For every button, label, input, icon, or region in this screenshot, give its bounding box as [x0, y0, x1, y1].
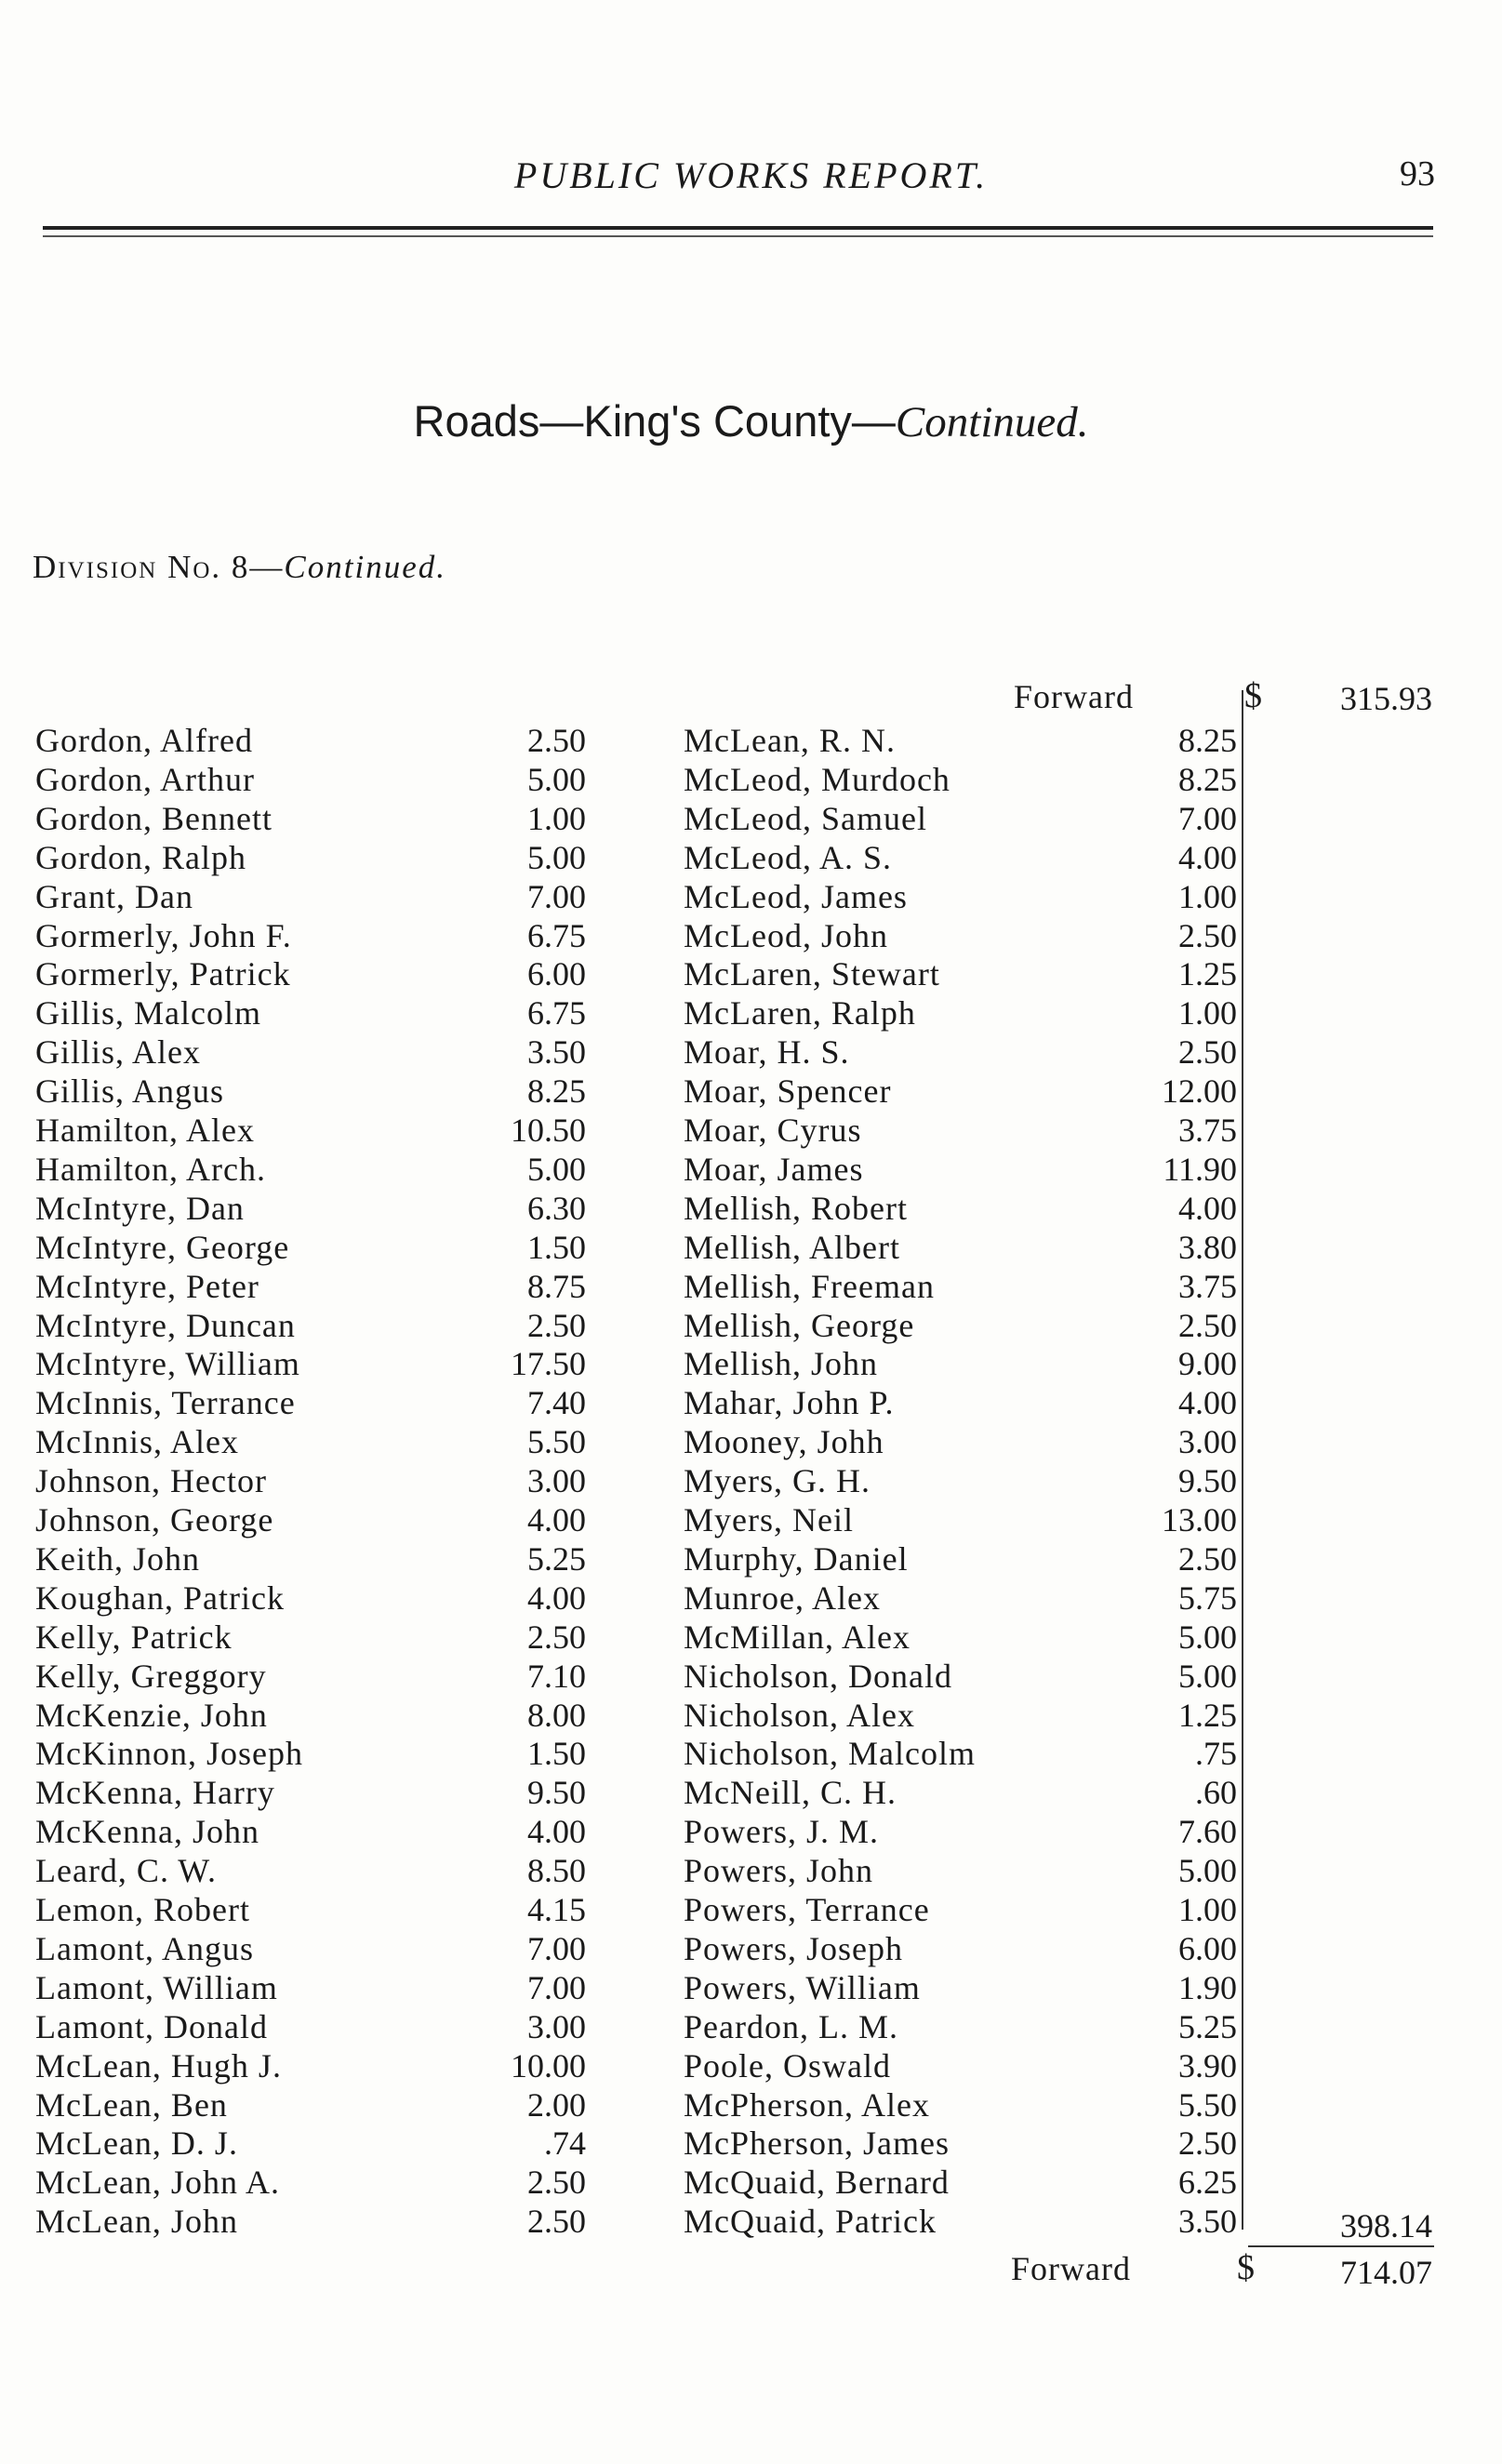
entry-amount: 7.00 [527, 1930, 586, 1967]
entry-amount: 12.00 [1162, 1072, 1237, 1110]
entry-amount: 3.00 [1178, 1423, 1237, 1460]
forward-top-label: Forward [1014, 678, 1134, 715]
entry-amount: 2.50 [527, 2164, 586, 2201]
entry-name: McMillan, Alex [684, 1618, 911, 1656]
entry-amount: 4.15 [527, 1891, 586, 1928]
entry-amount: 5.00 [1178, 1852, 1237, 1889]
entry-amount: 1.50 [527, 1229, 586, 1266]
entry-name: McKenzie, John [35, 1697, 268, 1734]
entry-name: McIntyre, Dan [35, 1190, 245, 1227]
entry-name: Nicholson, Donald [684, 1658, 952, 1695]
entry-amount: 2.50 [1178, 1540, 1237, 1578]
entry-amount: 8.50 [527, 1852, 586, 1889]
entry-name: Lamont, William [35, 1969, 278, 2006]
entry-name: Mellish, Freeman [684, 1268, 935, 1305]
entry-amount: 2.50 [527, 1618, 586, 1656]
entry-name: Keith, John [35, 1540, 200, 1578]
entry-name: Johnson, George [35, 1501, 274, 1538]
entry-amount: 10.00 [511, 2047, 586, 2084]
entry-name: Grant, Dan [35, 878, 193, 915]
entry-amount: 4.00 [527, 1813, 586, 1850]
entry-name: Kelly, Greggory [35, 1658, 267, 1695]
entry-amount: 5.00 [527, 1151, 586, 1188]
entry-amount: 5.50 [527, 1423, 586, 1460]
entry-amount: 6.00 [527, 955, 586, 992]
forward-bottom-dollar: $ [1237, 2248, 1255, 2287]
entry-amount: 6.75 [527, 917, 586, 954]
section-title [0, 395, 1502, 447]
header-rule-thick [43, 226, 1433, 230]
forward-top-amount: 315.93 [1340, 680, 1432, 717]
entry-amount: 3.50 [527, 1033, 586, 1071]
entry-name: McLeod, James [684, 878, 908, 915]
entry-name: McLean, John A. [35, 2164, 280, 2201]
entry-amount: 1.00 [527, 800, 586, 837]
entry-name: McKinnon, Joseph [35, 1735, 303, 1772]
entry-amount: 3.00 [527, 2008, 586, 2045]
entry-name: Hamilton, Arch. [35, 1151, 266, 1188]
entry-name: Moar, H. S. [684, 1033, 850, 1071]
entry-amount: 3.50 [1178, 2203, 1237, 2240]
entry-amount: 5.50 [1178, 2086, 1237, 2124]
entry-amount: 10.50 [511, 1112, 586, 1149]
entry-name: McLeod, John [684, 917, 888, 954]
entry-name: McIntyre, George [35, 1229, 290, 1266]
entry-name: Mellish, Robert [684, 1190, 908, 1227]
entry-amount: 2.00 [527, 2086, 586, 2124]
entry-amount: 8.75 [527, 1268, 586, 1305]
header-rule-thin [43, 235, 1433, 237]
entry-name: Gordon, Ralph [35, 839, 246, 876]
division-number: 8— [231, 549, 285, 585]
entry-name: McKenna, Harry [35, 1774, 275, 1811]
entry-name: Mellish, Albert [684, 1229, 900, 1266]
entry-amount: .60 [1195, 1774, 1237, 1811]
entry-amount: 3.80 [1178, 1229, 1237, 1266]
entry-name: McQuaid, Patrick [684, 2203, 937, 2240]
entry-name: McPherson, Alex [684, 2086, 930, 2124]
entry-amount: .74 [544, 2124, 586, 2162]
entry-name: Murphy, Daniel [684, 1540, 909, 1578]
entry-name: Lamont, Angus [35, 1930, 254, 1967]
subtotal-rule [1248, 2245, 1434, 2247]
entry-amount: 5.00 [1178, 1618, 1237, 1656]
entry-amount: 2.50 [527, 1307, 586, 1344]
entry-name: Munroe, Alex [684, 1579, 881, 1617]
entry-name: Mahar, John P. [684, 1384, 895, 1421]
entry-amount: 6.30 [527, 1190, 586, 1227]
entry-amount: 4.00 [527, 1579, 586, 1617]
entry-amount: 4.00 [527, 1501, 586, 1538]
entry-amount: 11.90 [1163, 1151, 1237, 1188]
entry-name: Mellish, George [684, 1307, 915, 1344]
entry-amount: 1.50 [527, 1735, 586, 1772]
entry-amount: 7.00 [527, 878, 586, 915]
entry-name: McIntyre, Peter [35, 1268, 259, 1305]
entry-name: Lemon, Robert [35, 1891, 250, 1928]
entry-amount: 3.90 [1178, 2047, 1237, 2084]
entry-amount: 2.50 [1178, 2124, 1237, 2162]
entry-amount: 6.75 [527, 994, 586, 1032]
entry-amount: 2.50 [527, 722, 586, 759]
entry-name: Moar, Cyrus [684, 1112, 862, 1149]
entry-amount: 5.75 [1178, 1579, 1237, 1617]
entry-amount: 7.00 [527, 1969, 586, 2006]
entry-amount: 2.50 [1178, 1033, 1237, 1071]
division-label: Division No. [33, 549, 222, 585]
entry-name: McLaren, Stewart [684, 955, 940, 992]
entry-amount: 9.50 [527, 1774, 586, 1811]
entry-amount: 2.50 [1178, 917, 1237, 954]
entry-amount: 6.00 [1178, 1930, 1237, 1967]
entry-amount: 5.00 [527, 761, 586, 798]
entry-amount: 5.25 [1178, 2008, 1237, 2045]
entry-name: McLean, Hugh J. [35, 2047, 282, 2084]
entry-name: Gillis, Angus [35, 1072, 225, 1110]
entry-amount: 1.25 [1178, 955, 1237, 992]
entry-amount: 13.00 [1162, 1501, 1237, 1538]
entry-name: Nicholson, Alex [684, 1697, 915, 1734]
entry-amount: 7.60 [1178, 1813, 1237, 1850]
entry-amount: 1.00 [1178, 1891, 1237, 1928]
entry-name: Powers, William [684, 1969, 921, 2006]
entry-amount: 7.00 [1178, 800, 1237, 837]
entry-amount: 8.00 [527, 1697, 586, 1734]
entry-name: Moar, James [684, 1151, 864, 1188]
entry-name: Moar, Spencer [684, 1072, 892, 1110]
entry-amount: 1.90 [1178, 1969, 1237, 2006]
entry-name: Gordon, Bennett [35, 800, 272, 837]
amount-column-rule [1242, 690, 1243, 2230]
forward-bottom-label: Forward [1011, 2250, 1131, 2287]
column-subtotal: 398.14 [1340, 2207, 1432, 2244]
entry-name: Gillis, Malcolm [35, 994, 261, 1032]
entry-amount: 2.50 [527, 2203, 586, 2240]
entry-name: McLean, Ben [35, 2086, 228, 2124]
entry-name: McPherson, James [684, 2124, 950, 2162]
forward-top-dollar: $ [1244, 676, 1262, 715]
entry-name: Powers, John [684, 1852, 874, 1889]
entry-name: Poole, Oswald [684, 2047, 891, 2084]
entry-amount: 5.25 [527, 1540, 586, 1578]
entry-amount: 7.40 [527, 1384, 586, 1421]
section-title-main: Roads—King's County— [413, 396, 896, 446]
entry-name: Gillis, Alex [35, 1033, 202, 1071]
entry-amount: 1.00 [1178, 878, 1237, 915]
entry-name: Lamont, Donald [35, 2008, 268, 2045]
entry-name: Gormerly, John F. [35, 917, 292, 954]
entry-name: Peardon, L. M. [684, 2008, 898, 2045]
entry-name: McLeod, A. S. [684, 839, 892, 876]
entry-name: McInnis, Terrance [35, 1384, 296, 1421]
entry-amount: 4.00 [1178, 1190, 1237, 1227]
division-continued: Continued. [284, 549, 446, 585]
entry-amount: 1.25 [1178, 1697, 1237, 1734]
entry-amount: 8.25 [527, 1072, 586, 1110]
entry-name: McLean, John [35, 2203, 238, 2240]
entry-name: McInnis, Alex [35, 1423, 239, 1460]
entry-name: Mellish, John [684, 1345, 879, 1382]
entry-amount: 2.50 [1178, 1307, 1237, 1344]
entry-name: McIntyre, Duncan [35, 1307, 296, 1344]
entry-name: McLeod, Samuel [684, 800, 927, 837]
entry-name: Nicholson, Malcolm [684, 1735, 976, 1772]
entry-name: McQuaid, Bernard [684, 2164, 950, 2201]
running-header-title: PUBLIC WORKS REPORT. [513, 154, 989, 196]
entry-name: Koughan, Patrick [35, 1579, 285, 1617]
entry-amount: 3.00 [527, 1462, 586, 1499]
entry-name: McKenna, John [35, 1813, 259, 1850]
entry-name: Kelly, Patrick [35, 1618, 233, 1656]
entry-name: Myers, G. H. [684, 1462, 871, 1499]
entry-amount: .75 [1195, 1735, 1237, 1772]
forward-bottom-amount: 714.07 [1340, 2254, 1432, 2291]
entry-amount: 17.50 [511, 1345, 586, 1382]
entry-name: Gordon, Alfred [35, 722, 253, 759]
entry-name: Hamilton, Alex [35, 1112, 255, 1149]
entry-name: Mooney, Johh [684, 1423, 884, 1460]
entry-name: Gormerly, Patrick [35, 955, 291, 992]
entry-amount: 9.00 [1178, 1345, 1237, 1382]
entry-amount: 9.50 [1178, 1462, 1237, 1499]
entry-name: Powers, Joseph [684, 1930, 903, 1967]
entry-amount: 8.25 [1178, 722, 1237, 759]
entry-amount: 7.10 [527, 1658, 586, 1695]
entry-name: McLaren, Ralph [684, 994, 916, 1032]
entry-amount: 3.75 [1178, 1112, 1237, 1149]
section-title-continued: Continued. [895, 398, 1089, 446]
entry-amount: 4.00 [1178, 1384, 1237, 1421]
entry-name: Johnson, Hector [35, 1462, 267, 1499]
entry-name: McIntyre, William [35, 1345, 300, 1382]
division-heading [33, 549, 446, 586]
entry-amount: 5.00 [1178, 1658, 1237, 1695]
entry-amount: 5.00 [527, 839, 586, 876]
entry-amount: 1.00 [1178, 994, 1237, 1032]
entry-amount: 4.00 [1178, 839, 1237, 876]
entry-name: Gordon, Arthur [35, 761, 255, 798]
page-number: 93 [1400, 154, 1435, 193]
entry-name: McNeill, C. H. [684, 1774, 897, 1811]
entry-amount: 3.75 [1178, 1268, 1237, 1305]
entry-name: Powers, J. M. [684, 1813, 880, 1850]
entry-name: Leard, C. W. [35, 1852, 217, 1889]
entry-name: McLean, D. J. [35, 2124, 238, 2162]
entry-name: Powers, Terrance [684, 1891, 930, 1928]
entry-name: Myers, Neil [684, 1501, 854, 1538]
entry-amount: 8.25 [1178, 761, 1237, 798]
entry-amount: 6.25 [1178, 2164, 1237, 2201]
entry-name: McLean, R. N. [684, 722, 896, 759]
entry-name: McLeod, Murdoch [684, 761, 950, 798]
